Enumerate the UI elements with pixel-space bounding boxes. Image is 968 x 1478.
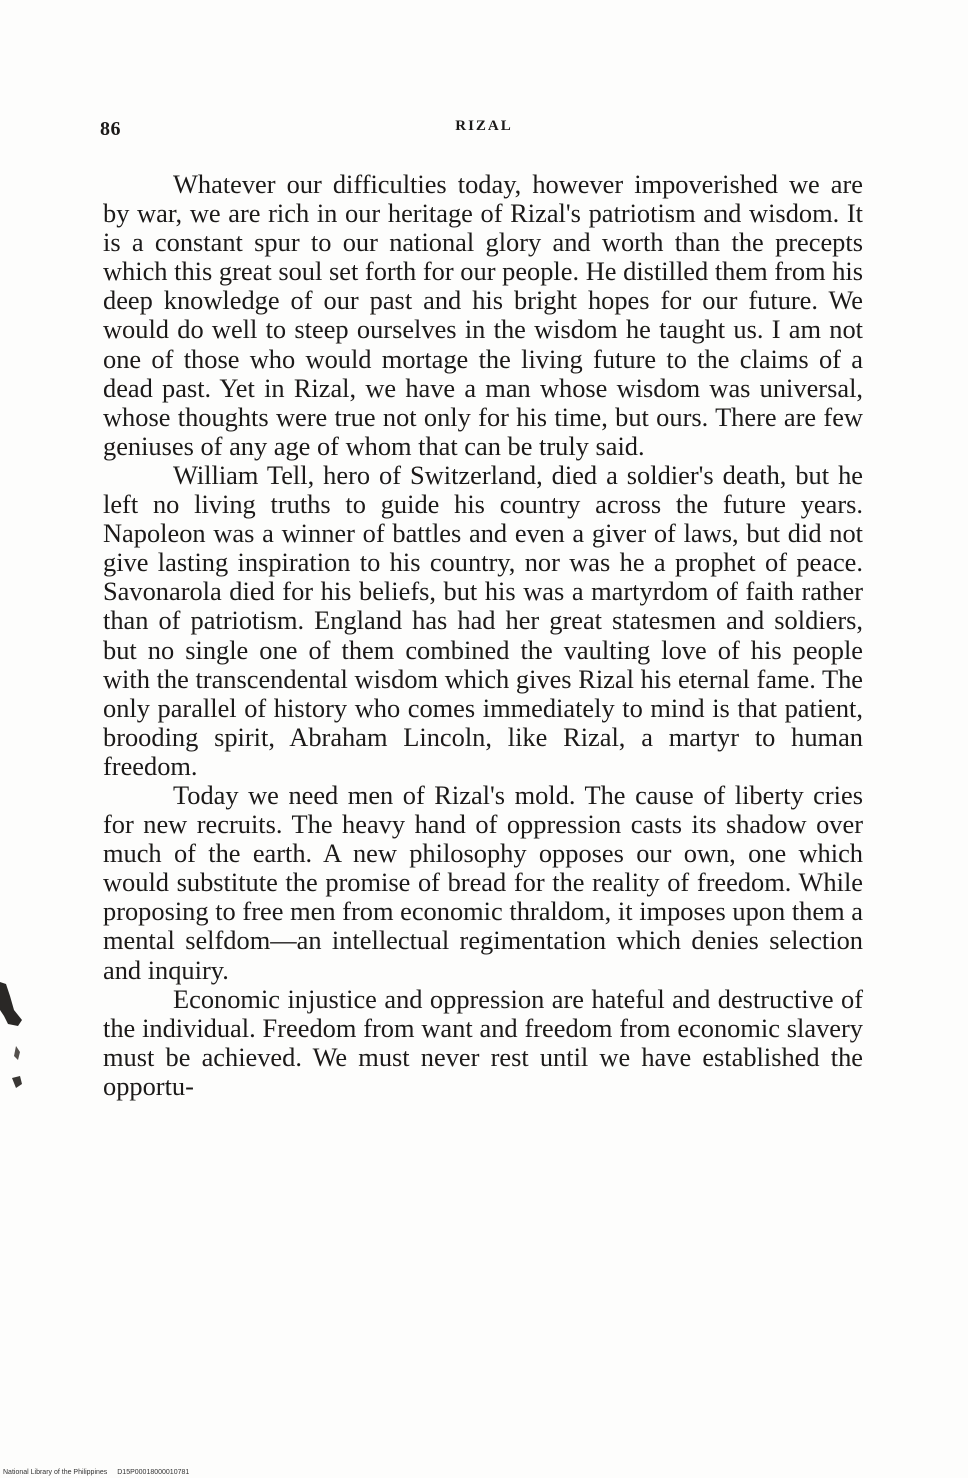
body-text [103,170,863,1101]
document-code: D15P00018000010781 [117,1469,190,1476]
paragraph-1: Whatever our difficulties today, however impoverished we are by war, we are rich in our heritage of Rizal's patriotism and wisdom. It is a constant spur to our national glory and worth than the precepts which this great soul set forth for our people. He distilled them from his deep knowledge of our past and his bright hopes for our future. We would do well to steep ourselves in the wisdom he taught us. I am not one of those who would mortage the living future to the claims of a dead past. Yet in Rizal, we have a man whose wisdom was universal, whose thoughts were true not only for his time, but ours. There are few geniuses of any age of whom that can be truly said. [103,169,863,461]
binding-edge-mark [0,980,32,1110]
library-credit: National Library of the Philippines [3,1469,108,1476]
page-number: 86 [100,118,121,140]
footer-credit [3,1469,189,1476]
paragraph-2: William Tell, hero of Switzerland, died a soldier's death, but he left no living truths to guide his country across the future years. Napoleon was a winner of battles and even a giver of laws, but did not give lasting inspiration to his country, nor was he a prophet of peace. Savonarola died for his beliefs, but his was a martyrdom of faith rather than of patriotism. England has had her great statesmen and soldiers, but no single one of them combined the vaulting love of his people with the transcendental wisdom which gives Rizal his eternal fame. The only parallel of history who comes immediately to mind is that patient, brooding spirit, Abraham Lincoln, like Rizal, a martyr to human freedom. [103,459,863,781]
paragraph-3: Today we need men of Rizal's mold. The cause of liberty cries for new recruits. The heavy hand of oppression casts its shadow over much of the earth. A new philosophy opposes our own, one which would substitute the promise of bread for the reality of freedom. While proposing to free men from economic thraldom, it imposes upon them a mental selfdom—an intellectual regimentation which denies selection and inquiry. [103,779,863,985]
running-title: RIZAL [455,118,513,134]
paragraph-4: Economic injustice and oppression are hateful and destructive of the individual. Freedom from want and freedom from economic slavery must be achieved. We must never rest until we have established the opportu- [103,983,863,1101]
running-head [100,118,868,142]
